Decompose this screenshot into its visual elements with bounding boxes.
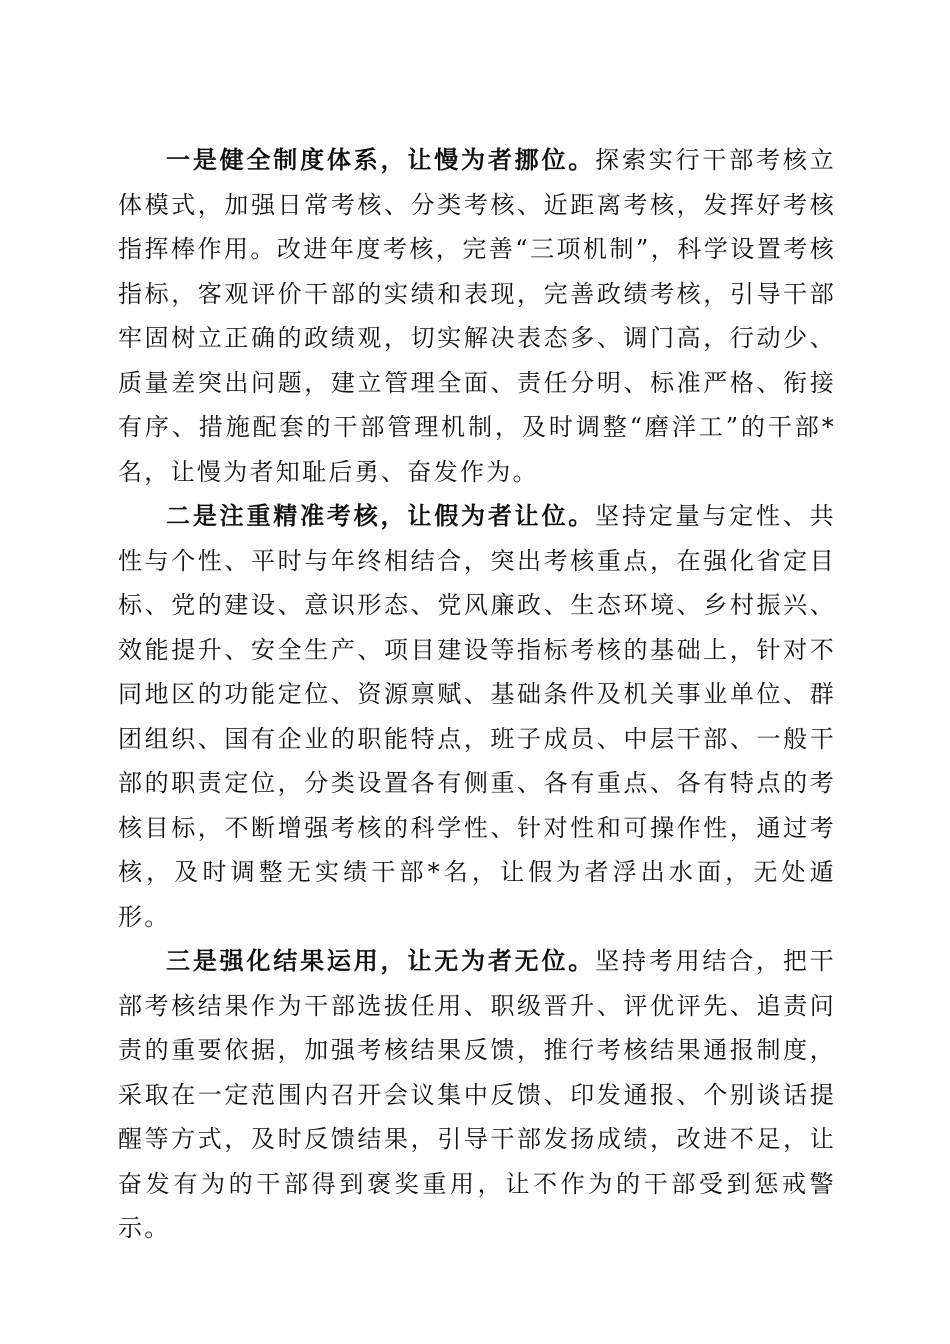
paragraph-1-heading: 一是健全制度体系，让慢为者挪位。 (166, 145, 596, 174)
paragraph-3-text: 坚持考用结合，把干部考核结果作为干部选拔任用、职级晋升、评优评先、追责问责的重要依据，加强考核结果反馈，推行考核结果通报制度，采取在一定范围内召开会议集中反馈、印发通报、个别谈话提醒等方式，及时反馈结果，引导干部发扬成绩，改进不足，让奋发有为的干部得到褒奖重用，让不作为的干部受到惩戒警示。 (118, 947, 836, 1242)
paragraph-1 (118, 138, 836, 494)
paragraph-3 (118, 939, 836, 1251)
paragraph-3-heading: 三是强化结果运用，让无为者无位。 (166, 946, 596, 975)
paragraph-2-heading: 二是注重精准考核，让假为者让位。 (166, 501, 596, 530)
paragraph-2-text: 坚持定量与定性、共性与个性、平时与年终相结合，突出考核重点，在强化省定目标、党的建设、意识形态、党风廉政、生态环境、乡村振兴、效能提升、安全生产、项目建设等指标考核的基础上，针对不同地区的功能定位、资源禀赋、基础条件及机关事业单位、群团组织、国有企业的职能特点，班子成员、中层干部、一般干部的职责定位，分类设置各有侧重、各有重点、各有特点的考核目标，不断增强考核的科学性、针对性和可操作性，通过考核，及时调整无实绩干部*名，让假为者浮出水面，无处遁形。 (118, 502, 836, 931)
paragraph-2 (118, 494, 836, 939)
paragraph-1-text: 探索实行干部考核立体模式，加强日常考核、分类考核、近距离考核，发挥好考核指挥棒作用。改进年度考核，完善“三项机制”，科学设置考核指标，客观评价干部的实绩和表现，完善政绩考核，引导干部牢固树立正确的政绩观，切实解决表态多、调门高，行动少、质量差突出问题，建立管理全面、责任分明、标准严格、衔接有序、措施配套的干部管理机制，及时调整“磨洋工”的干部*名，让慢为者知耻后勇、奋发作为。 (118, 146, 836, 486)
document-body (118, 138, 836, 1251)
